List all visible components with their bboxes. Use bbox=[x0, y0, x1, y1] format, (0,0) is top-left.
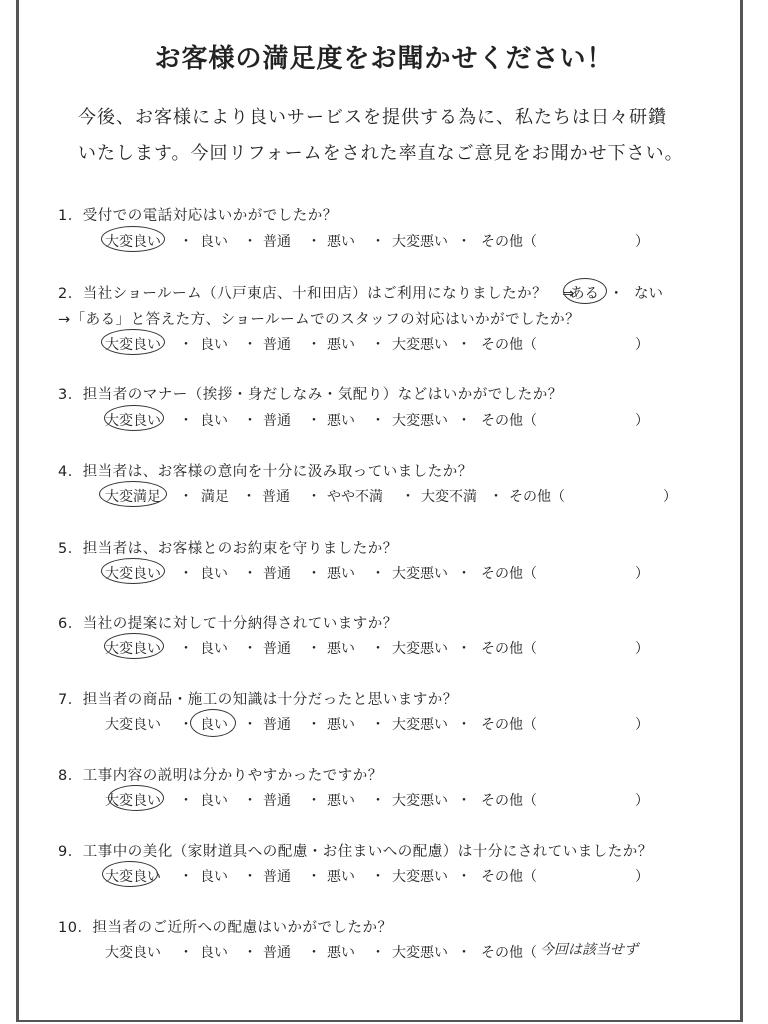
option-separator: ・ bbox=[307, 413, 321, 429]
option-2[interactable]: 良い bbox=[200, 945, 228, 961]
option-5[interactable]: 大変悪い bbox=[392, 793, 448, 809]
option-2[interactable]: 良い bbox=[200, 717, 228, 733]
close-paren: ） bbox=[635, 234, 649, 250]
option-separator: ・ bbox=[307, 641, 321, 657]
option-2[interactable]: 良い bbox=[200, 413, 228, 429]
option-2[interactable]: 良い bbox=[200, 793, 228, 809]
option-5[interactable]: 大変不満 bbox=[421, 489, 477, 505]
option-6[interactable]: その他（ bbox=[481, 641, 537, 657]
option-separator: ・ bbox=[371, 234, 385, 250]
option-4[interactable]: 悪い bbox=[327, 641, 355, 657]
option-separator: ・ bbox=[307, 337, 321, 353]
option-separator: ・ bbox=[307, 793, 321, 809]
option-6[interactable]: その他（ bbox=[481, 234, 537, 250]
option-5[interactable]: 大変悪い bbox=[392, 566, 448, 582]
option-separator: ・ bbox=[243, 945, 257, 961]
option-3[interactable]: 普通 bbox=[263, 413, 291, 429]
option-separator: ・ bbox=[243, 717, 257, 733]
question-7: 7．担当者の商品・施工の知識は十分だったと思いますか？ bbox=[58, 692, 458, 708]
page-title: お客様の満足度をお聞かせください！ bbox=[154, 44, 614, 74]
question-10: 10．担当者のご近所への配慮はいかがでしたか？ bbox=[58, 920, 393, 936]
option-5[interactable]: 大変悪い bbox=[392, 413, 448, 429]
intro-line-1: 今後、お客様により良いサービスを提供する為に、私たちは日々研鑽 bbox=[78, 107, 667, 128]
option-6[interactable]: その他（ bbox=[509, 489, 565, 505]
option-separator: ・ bbox=[243, 566, 257, 582]
option-separator: ・ bbox=[371, 337, 385, 353]
option-4[interactable]: やや不満 bbox=[327, 489, 383, 505]
option-separator: ・ bbox=[179, 489, 193, 505]
option-separator: ・ bbox=[307, 489, 321, 505]
option-4[interactable]: 悪い bbox=[327, 337, 355, 353]
close-paren: ） bbox=[635, 641, 649, 657]
option-3[interactable]: 普通 bbox=[263, 945, 291, 961]
option-6[interactable]: その他（ bbox=[481, 717, 537, 733]
close-paren: ） bbox=[663, 489, 677, 505]
close-paren: ） bbox=[635, 413, 649, 429]
option-4[interactable]: 悪い bbox=[327, 869, 355, 885]
showroom-no[interactable]: ない bbox=[634, 286, 663, 302]
option-1[interactable]: 大変良い bbox=[105, 869, 161, 885]
option-1[interactable]: 大変良い bbox=[105, 413, 161, 429]
option-separator: ・ bbox=[371, 793, 385, 809]
question-2: 2．当社ショールーム（八戸東店、十和田店）はご利用になりましたか？ ⇒ bbox=[58, 286, 575, 302]
option-separator: ・ bbox=[179, 337, 193, 353]
option-separator: ・ bbox=[307, 945, 321, 961]
option-5[interactable]: 大変悪い bbox=[392, 717, 448, 733]
option-separator: ・ bbox=[243, 413, 257, 429]
option-separator: ・ bbox=[489, 489, 503, 505]
option-separator: ・ bbox=[457, 793, 471, 809]
option-2[interactable]: 良い bbox=[200, 337, 228, 353]
option-separator: ・ bbox=[457, 413, 471, 429]
option-separator: ・ bbox=[243, 869, 257, 885]
option-separator: ・ bbox=[179, 234, 193, 250]
option-3[interactable]: 普通 bbox=[263, 717, 291, 733]
option-separator: ・ bbox=[179, 566, 193, 582]
option-3[interactable]: 普通 bbox=[263, 793, 291, 809]
option-separator: ・ bbox=[371, 717, 385, 733]
question-4: 4．担当者は、お客様の意向を十分に汲み取っていましたか？ bbox=[58, 464, 473, 480]
close-paren: ） bbox=[635, 337, 649, 353]
option-3[interactable]: 普通 bbox=[263, 641, 291, 657]
option-5[interactable]: 大変悪い bbox=[392, 945, 448, 961]
intro-line-2: いたします。今回リフォームをされた率直なご意見をお聞かせ下さい。 bbox=[78, 143, 684, 164]
intro-text bbox=[78, 100, 698, 172]
option-3[interactable]: 普通 bbox=[263, 234, 291, 250]
option-2[interactable]: 良い bbox=[200, 641, 228, 657]
option-5[interactable]: 大変悪い bbox=[392, 641, 448, 657]
option-separator: ・ bbox=[457, 717, 471, 733]
option-6[interactable]: その他（ bbox=[481, 869, 537, 885]
option-6[interactable]: その他（ bbox=[481, 413, 537, 429]
option-separator: ・ bbox=[243, 337, 257, 353]
option-separator: ・ bbox=[457, 566, 471, 582]
option-2[interactable]: 満足 bbox=[201, 489, 229, 505]
option-separator: ・ bbox=[242, 489, 256, 505]
option-separator: ・ bbox=[307, 566, 321, 582]
option-1[interactable]: 大変良い bbox=[105, 234, 161, 250]
showroom-sep: ・ bbox=[609, 286, 624, 302]
option-separator: ・ bbox=[371, 869, 385, 885]
option-4[interactable]: 悪い bbox=[327, 234, 355, 250]
question-6: 6．当社の提案に対して十分納得されていますか？ bbox=[58, 616, 398, 632]
option-separator: ・ bbox=[243, 641, 257, 657]
option-4[interactable]: 悪い bbox=[327, 717, 355, 733]
option-separator: ・ bbox=[371, 945, 385, 961]
option-1[interactable]: 大変良い bbox=[105, 566, 161, 582]
option-separator: ・ bbox=[457, 641, 471, 657]
close-paren: ） bbox=[635, 793, 649, 809]
option-separator: ・ bbox=[179, 717, 193, 733]
showroom-yes[interactable]: ある bbox=[570, 286, 599, 302]
option-2[interactable]: 良い bbox=[200, 869, 228, 885]
option-6[interactable]: その他（ bbox=[481, 337, 537, 353]
option-separator: ・ bbox=[179, 869, 193, 885]
option-separator: ・ bbox=[179, 793, 193, 809]
option-1[interactable]: 大変良い bbox=[105, 793, 161, 809]
option-5[interactable]: 大変悪い bbox=[392, 234, 448, 250]
option-3[interactable]: 普通 bbox=[263, 566, 291, 582]
question-8: 8．工事内容の説明は分かりやすかったですか？ bbox=[58, 768, 383, 784]
option-1[interactable]: 大変良い bbox=[105, 945, 161, 961]
option-separator: ・ bbox=[371, 566, 385, 582]
option-1[interactable]: 大変良い bbox=[105, 337, 161, 353]
option-1[interactable]: 大変良い bbox=[105, 641, 161, 657]
question-1: 1．受付での電話対応はいかがでしたか？ bbox=[58, 208, 338, 224]
option-separator: ・ bbox=[179, 641, 193, 657]
option-separator: ・ bbox=[457, 234, 471, 250]
option-separator: ・ bbox=[371, 413, 385, 429]
question-2-sub: →「ある」と答えた方、ショールームでのスタッフの対応はいかがでしたか？ bbox=[58, 312, 581, 328]
option-3[interactable]: 普通 bbox=[263, 869, 291, 885]
handwritten-note: 今回は該当せず bbox=[540, 942, 638, 958]
option-separator: ・ bbox=[307, 717, 321, 733]
option-3[interactable]: 普通 bbox=[262, 489, 290, 505]
close-paren: ） bbox=[635, 869, 649, 885]
close-paren: ） bbox=[635, 566, 649, 582]
option-4[interactable]: 悪い bbox=[327, 945, 355, 961]
option-separator: ・ bbox=[179, 945, 193, 961]
option-separator: ・ bbox=[401, 489, 415, 505]
question-3: 3．担当者のマナー（挨拶・身だしなみ・気配り）などはいかがでしたか？ bbox=[58, 387, 563, 403]
option-4[interactable]: 悪い bbox=[327, 793, 355, 809]
option-separator: ・ bbox=[243, 234, 257, 250]
option-5[interactable]: 大変悪い bbox=[392, 869, 448, 885]
option-separator: ・ bbox=[371, 641, 385, 657]
option-6[interactable]: その他（ bbox=[481, 793, 537, 809]
question-9: 9．工事中の美化（家財道具への配慮・お住まいへの配慮）は十分にされていましたか？ bbox=[58, 844, 653, 860]
question-5: 5．担当者は、お客様とのお約束を守りましたか？ bbox=[58, 541, 398, 557]
option-separator: ・ bbox=[307, 234, 321, 250]
option-separator: ・ bbox=[243, 793, 257, 809]
option-2[interactable]: 良い bbox=[200, 234, 228, 250]
option-1[interactable]: 大変良い bbox=[105, 717, 161, 733]
option-4[interactable]: 悪い bbox=[327, 413, 355, 429]
option-separator: ・ bbox=[457, 945, 471, 961]
option-6[interactable]: その他（ bbox=[481, 945, 537, 961]
option-3[interactable]: 普通 bbox=[263, 337, 291, 353]
option-2[interactable]: 良い bbox=[200, 566, 228, 582]
option-5[interactable]: 大変悪い bbox=[392, 337, 448, 353]
option-6[interactable]: その他（ bbox=[481, 566, 537, 582]
option-separator: ・ bbox=[179, 413, 193, 429]
option-separator: ・ bbox=[457, 869, 471, 885]
option-separator: ・ bbox=[457, 337, 471, 353]
option-separator: ・ bbox=[307, 869, 321, 885]
close-paren: ） bbox=[635, 717, 649, 733]
option-4[interactable]: 悪い bbox=[327, 566, 355, 582]
option-1[interactable]: 大変満足 bbox=[105, 489, 161, 505]
